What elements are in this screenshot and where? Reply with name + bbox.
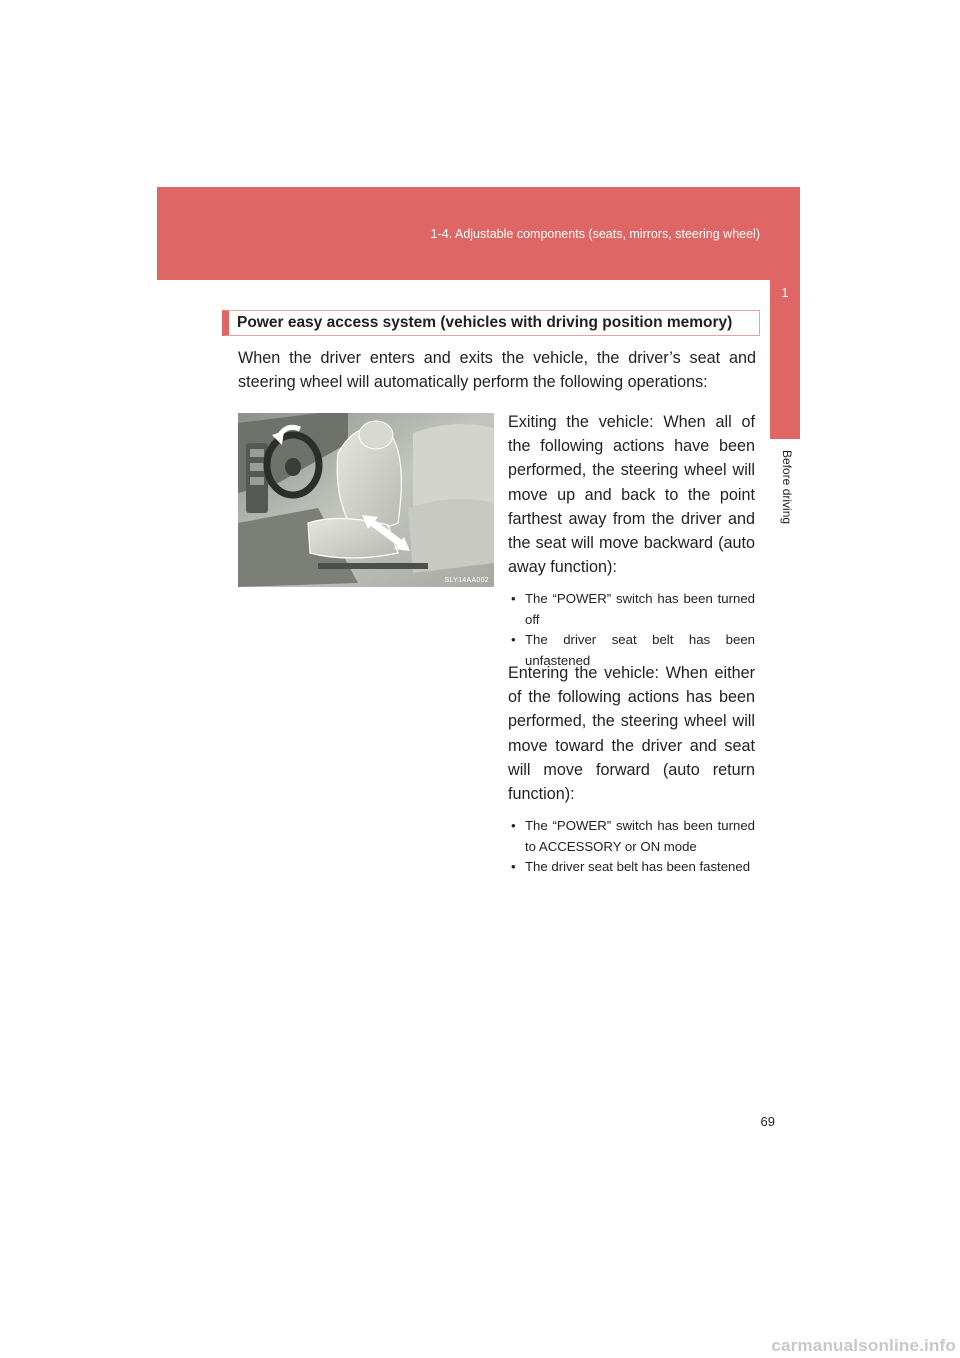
intro-paragraph: When the driver enters and exits the vehicle, the driver’s seat and steering wheel will automatically perform the following operations:	[238, 349, 756, 391]
chapter-number: 1	[781, 285, 789, 300]
car-interior-image	[238, 413, 494, 587]
bullet-marker: •	[511, 591, 516, 607]
entering-bullets	[508, 816, 755, 878]
section-heading	[222, 310, 760, 336]
watermark: carmanualsonline.info	[771, 1336, 956, 1355]
chapter-tab	[770, 187, 800, 439]
header-band	[157, 187, 800, 280]
exiting-bullets	[508, 589, 755, 671]
list-item: • The driver seat belt has been unfastened	[511, 632, 755, 668]
seat-illustration	[238, 413, 494, 587]
section-title: 1-4. Adjustable components (seats, mirrors, steering wheel)	[430, 227, 760, 241]
page-number: 69	[760, 1114, 775, 1129]
bullet-marker: •	[511, 818, 516, 834]
list-item: • The “POWER” switch has been turned to ACCESSORY or ON mode	[511, 818, 755, 854]
exiting-paragraph: Exiting the vehicle: When all of the following actions have been performed, the steering wheel will move up and back to the point farthest away from the driver and the seat will move backward (auto away function):	[508, 413, 755, 577]
bullet-marker: •	[511, 859, 516, 875]
exiting-section	[508, 410, 755, 671]
list-item: • The “POWER” switch has been turned off	[511, 591, 755, 627]
bullet-marker: •	[511, 632, 516, 648]
section-heading-text: Power easy access system (vehicles with driving position memory)	[237, 314, 733, 331]
chapter-label: Before driving	[780, 450, 794, 525]
entering-section	[508, 661, 755, 878]
entering-paragraph: Entering the vehicle: When either of the following actions has been performed, the steering wheel will move toward the driver and seat will move forward (auto return function):	[508, 664, 755, 804]
figure-code: SLY14AA002	[444, 577, 489, 584]
list-item: • The driver seat belt has been fastened	[508, 857, 755, 878]
